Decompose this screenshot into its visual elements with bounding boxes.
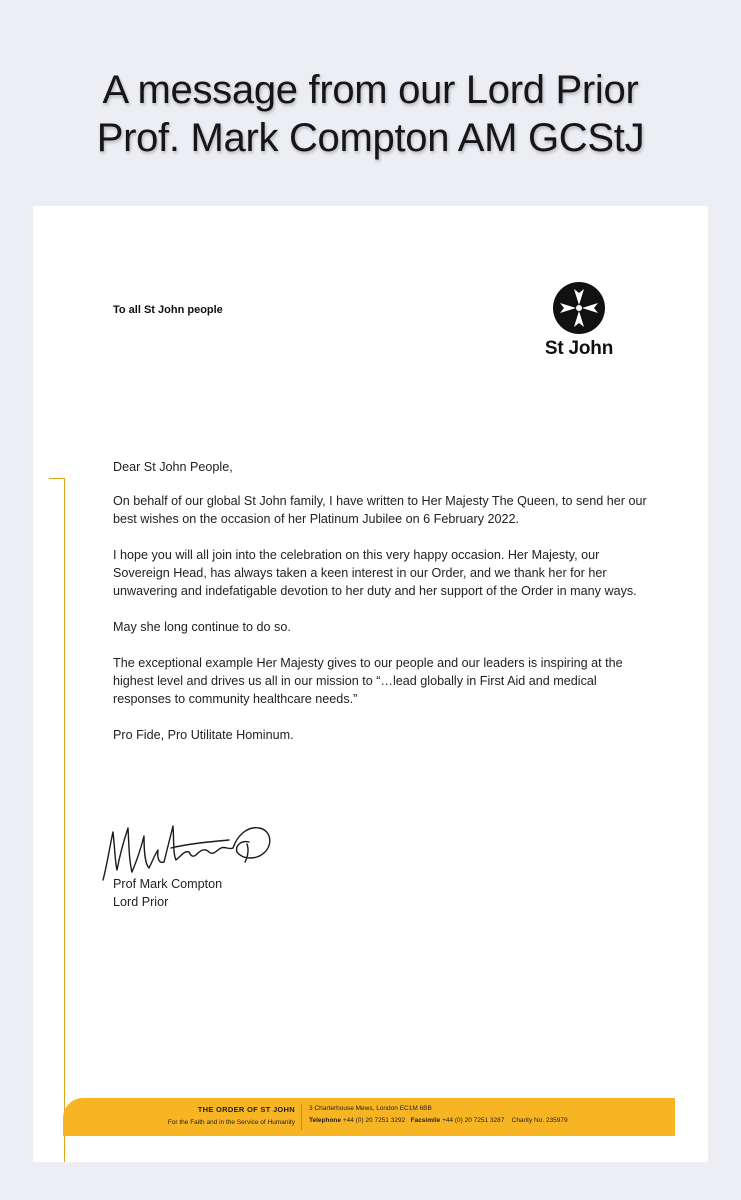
salutation: Dear St John People, xyxy=(113,460,233,474)
st-john-logo xyxy=(529,282,629,360)
footer-address: 3 Charterhouse Mews, London EC1M 6BB xyxy=(309,1105,432,1112)
facsimile-number: +44 (0) 20 7251 3287 xyxy=(442,1117,505,1124)
logo-wordmark: St John xyxy=(544,338,614,359)
paragraph-3: May she long continue to do so. xyxy=(113,620,291,634)
paragraph-2: I hope you will all join into the celebration on this very happy occasion. Her Majesty, our Sovereign Head, has always taken a keen interest in our Order, and we thank her for her unwavering and indefatigable devotion to her duty and her support of the Order in many ways. xyxy=(113,548,637,598)
signoff xyxy=(113,875,222,911)
footer-motto: For the Faith and in the Service of Humanity xyxy=(167,1119,295,1126)
telephone-number: +44 (0) 20 7251 3292 xyxy=(342,1117,406,1124)
footer-org-name: THE ORDER OF ST JOHN xyxy=(197,1105,295,1114)
signoff-title: Lord Prior xyxy=(113,895,169,909)
paragraph-4: The exceptional example Her Majesty gives to our people and our leaders is inspiring at the highest level and drives us all in our mission to “…lead globally in First Aid and medical responses to community healthcare needs.” xyxy=(113,656,623,706)
charity-number: Charity No. 235979 xyxy=(511,1117,568,1124)
letter-page xyxy=(33,206,708,1162)
footer-contact-row xyxy=(309,1117,568,1124)
footer-divider xyxy=(301,1104,302,1130)
st-john-cross-icon xyxy=(553,282,605,334)
telephone-label: Telephone xyxy=(309,1117,342,1124)
recipient-line: To all St John people xyxy=(113,304,223,316)
footer-org-block xyxy=(168,1105,295,1126)
paragraph-5: Pro Fide, Pro Utilitate Hominum. xyxy=(113,728,294,742)
headline-line-1: A message from our Lord Prior xyxy=(102,68,639,112)
margin-rule xyxy=(64,478,65,1162)
headline-line-2: Prof. Mark Compton AM GCStJ xyxy=(96,116,645,160)
facsimile-label: Facsimile xyxy=(410,1117,441,1124)
signoff-name: Prof Mark Compton xyxy=(113,877,223,891)
margin-rule-tick xyxy=(49,478,65,479)
letterhead-footer xyxy=(63,1098,675,1136)
letter-body xyxy=(113,458,653,762)
page-headline xyxy=(0,66,741,162)
paragraph-1: On behalf of our global St John family, I have written to Her Majesty The Queen, to send her our best wishes on the occasion of her Platinum Jubilee on 6 February 2022. xyxy=(113,494,647,526)
footer-contact-block xyxy=(309,1105,568,1124)
